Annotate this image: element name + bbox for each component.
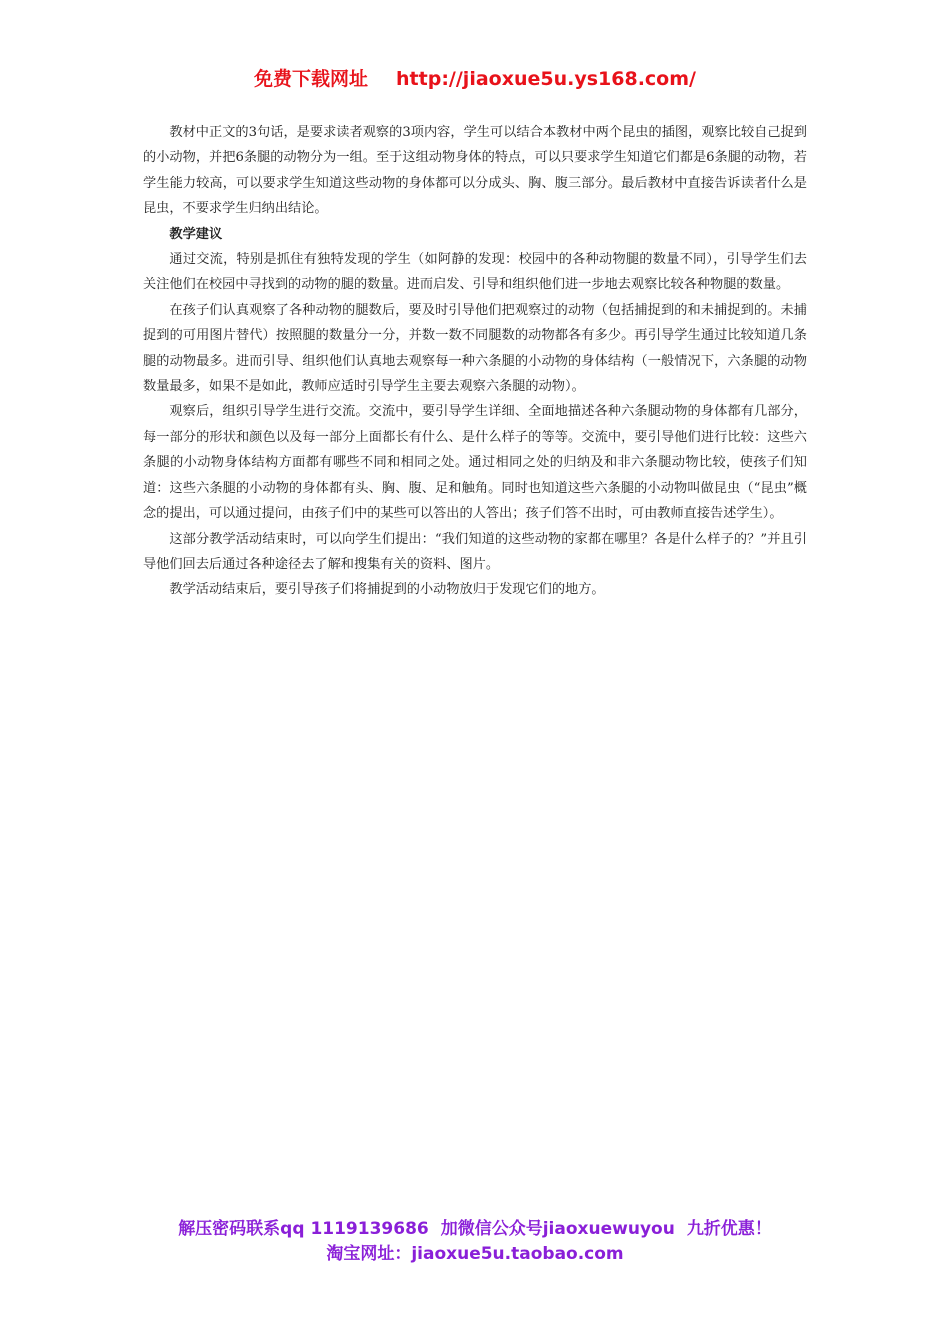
footer-password-contact: 解压密码联系qq 1119139686 [178,1219,429,1239]
page-header [0,64,950,91]
footer-discount: 九折优惠！ [686,1219,772,1239]
footer-taobao-link[interactable]: 淘宝网址：jiaoxue5u.taobao.com [326,1244,624,1264]
header-url-link[interactable]: http://jiaoxue5u.ys168.com/ [396,68,696,90]
page-footer [0,1217,950,1267]
body-paragraph-3: 观察后，组织引导学生进行交流。交流中，要引导学生详细、全面地描述各种六条腿动物的身体都有几部分，每一部分的形状和颜色以及每一部分上面都长有什么、是什么样子的等等。交流中，要引导他们进行比较：这些六条腿的小动物身体结构方面都有哪些不同和相同之处。通过相同之处的归纳及和非六条腿动物比较，使孩子们知道：这些六条腿的小动物的身体都有头、胸、腹、足和触角。同时也知道这些六条腿的小动物叫做昆虫（“昆虫”概念的提出，可以通过提问，由孩子们中的某些可以答出的人答出；孩子们答不出时，可由教师直接告述学生）。 [143,404,807,522]
body-paragraph-4: 这部分教学活动结束时，可以向学生们提出：“我们知道的这些动物的家都在哪里？各是什么样子的？”并且引导他们回去后通过各种途径去了解和搜集有关的资料、图片。 [143,531,807,572]
body-paragraph-5: 教学活动结束后，要引导孩子们将捕捉到的小动物放归于发现它们的地方。 [169,582,605,598]
section-title: 教学建议 [169,226,223,242]
header-label: 免费下载网址 [254,68,369,90]
document-body [143,120,807,603]
footer-line-1 [0,1217,950,1242]
footer-wechat: 加微信公众号jiaoxuewuyou [440,1219,675,1239]
body-paragraph-2: 在孩子们认真观察了各种动物的腿数后，要及时引导他们把观察过的动物（包括捕捉到的和未捕捉到的。未捕捉到的可用图片替代）按照腿的数量分一分，并数一数不同腿数的动物都各有多少。再引导学生通过比较知道几条腿的动物最多。进而引导、组织他们认真地去观察每一种六条腿的小动物的身体结构（一般情况下，六条腿的动物数量最多，如果不是如此，教师应适时引导学生主要去观察六条腿的动物）。 [143,302,807,395]
body-paragraph-1: 通过交流，特别是抓住有独特发现的学生（如阿静的发现：校园中的各种动物腿的数量不同），引导学生们去关注他们在校园中寻找到的动物的腿的数量。进而启发、引导和组织他们进一步地去观察比较各种物腿的数量。 [143,252,807,293]
intro-paragraph: 教材中正文的3句话，是要求读者观察的3项内容，学生可以结合本教材中两个昆虫的插图，观察比较自己捉到的小动物，并把6条腿的动物分为一组。至于这组动物身体的特点，可以只要求学生知道它们都是6条腿的动物，若学生能力较高，可以要求学生知道这些动物的身体都可以分成头、胸、腹三部分。最后教材中直接告诉读者什么是昆虫，不要求学生归纳出结论。 [143,125,807,217]
